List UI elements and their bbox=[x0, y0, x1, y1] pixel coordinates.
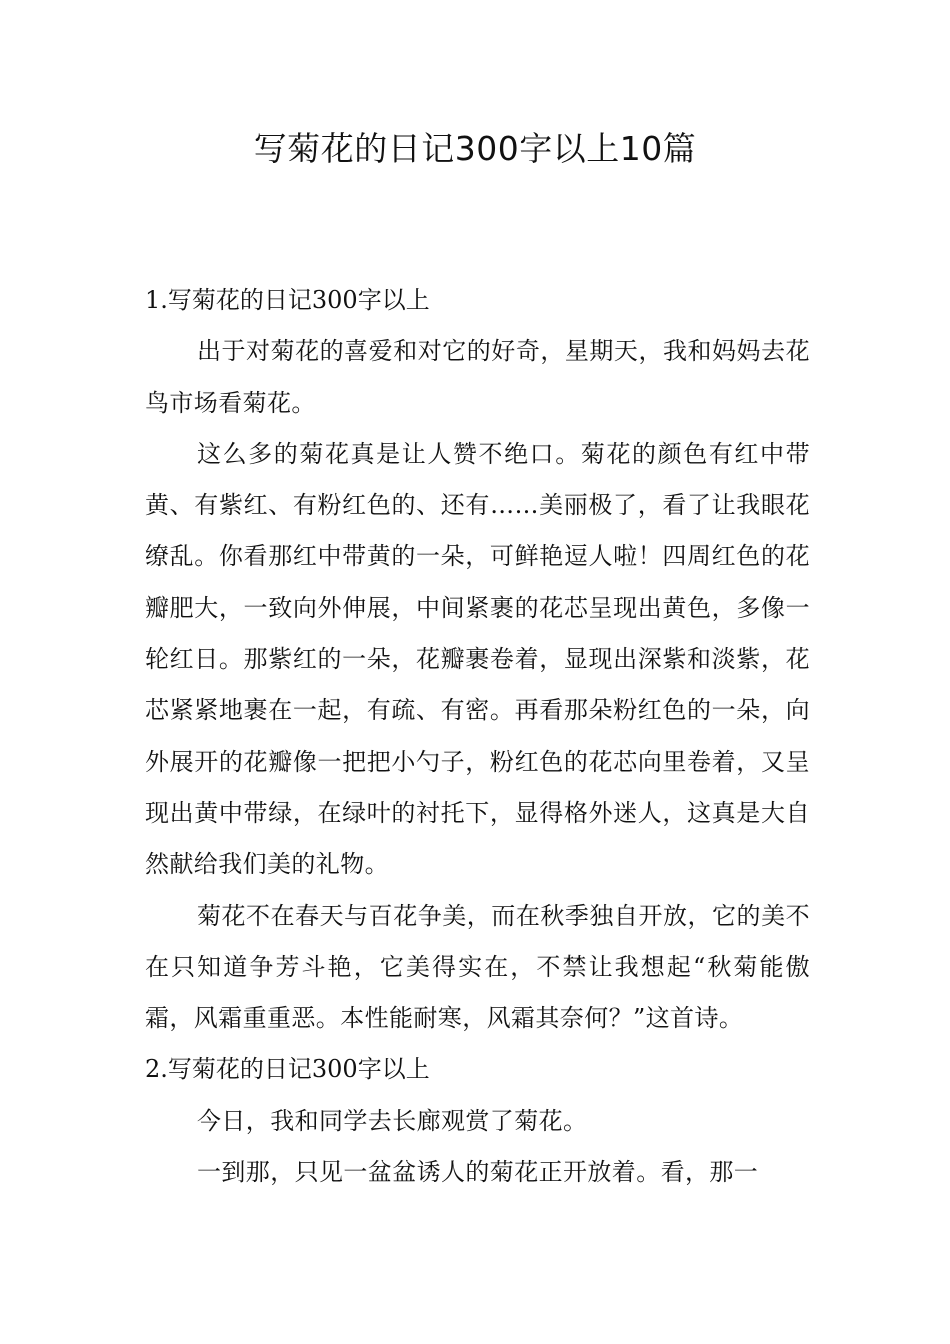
paragraph: 菊花不在春天与百花争美，而在秋季独自开放，它的美不在只知道争芳斗艳，它美得实在，不禁让我想起“秋菊能傲霜，风霜重重恶。本性能耐寒，风霜其奈何？”这首诗。 bbox=[145, 901, 810, 1033]
paragraph: 出于对菊花的喜爱和对它的好奇，星期天，我和妈妈去花鸟市场看菊花。 bbox=[145, 337, 810, 417]
paragraph: 这么多的菊花真是让人赞不绝口。菊花的颜色有红中带黄、有紫红、有粉红色的、还有……美丽极了，看了让我眼花缭乱。你看那红中带黄的一朵，可鲜艳逗人啦！四周红色的花瓣肥大，一致向外伸展，中间紧裹的花芯呈现出黄色，多像一轮红日。那紫红的一朵，花瓣裹卷着，显现出深紫和淡紫，花芯紧紧地裹在一起，有疏、有密。再看那朵粉红色的一朵，向外展开的花瓣像一把把小勺子，粉红色的花芯向里卷着，又呈现出黄中带绿，在绿叶的衬托下，显得格外迷人，这真是大自然献给我们美的礼物。 bbox=[145, 439, 810, 879]
document-body bbox=[145, 275, 810, 1198]
paragraph: 一到那，只见一盆盆诱人的菊花正开放着。看，那一 bbox=[197, 1158, 759, 1187]
diary-section-1 bbox=[145, 275, 810, 1044]
paragraph: 今日，我和同学去长廊观赏了菊花。 bbox=[197, 1106, 588, 1135]
section-heading: 1.写菊花的日记300字以上 bbox=[145, 286, 430, 314]
document-title: 写菊花的日记300字以上10篇 bbox=[253, 129, 697, 168]
section-heading: 2.写菊花的日记300字以上 bbox=[145, 1055, 430, 1084]
diary-section-2 bbox=[145, 1044, 810, 1198]
